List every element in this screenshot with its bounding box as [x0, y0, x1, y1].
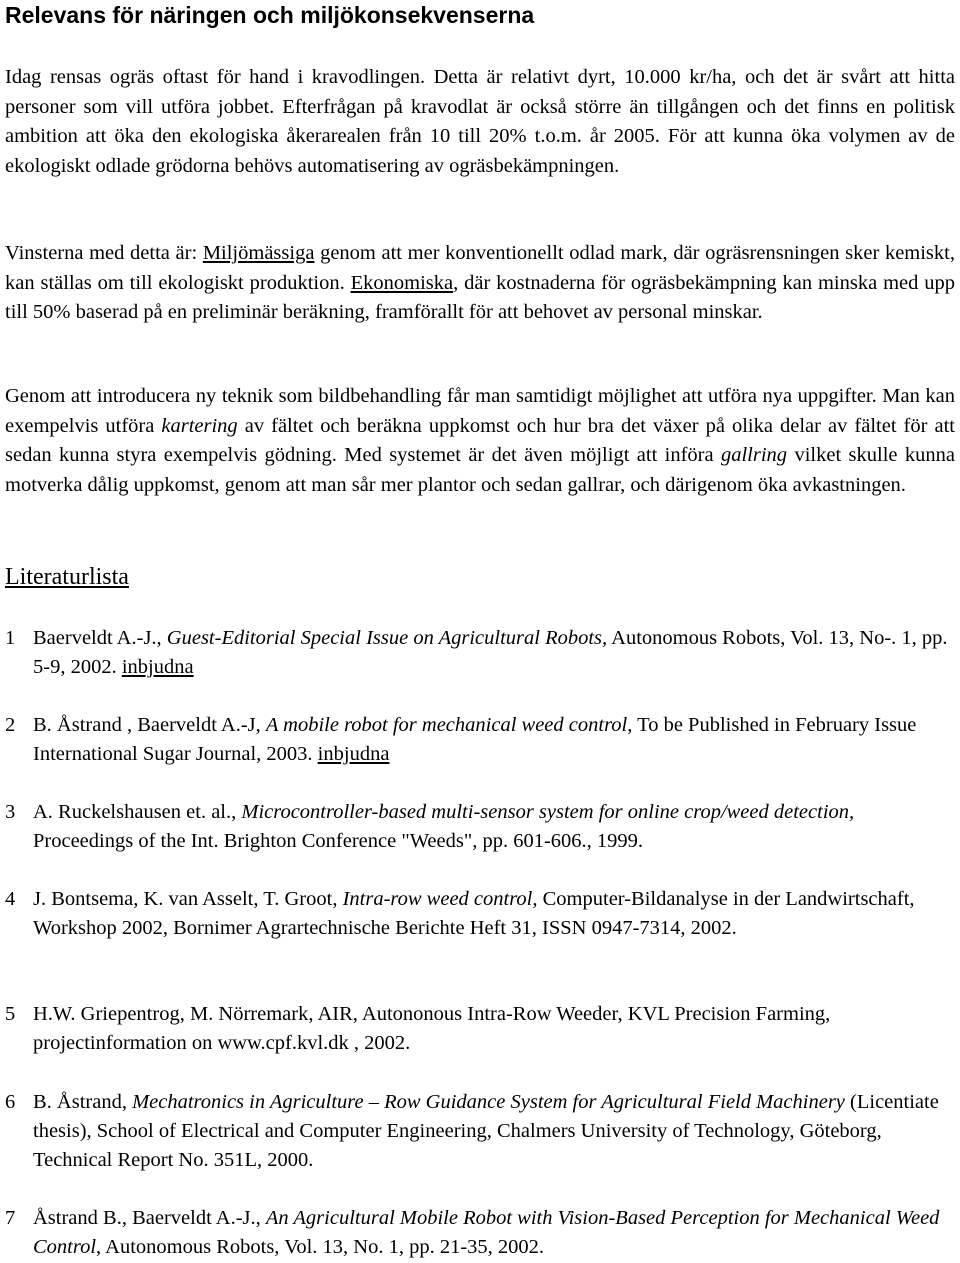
reference-text	[33, 1000, 955, 1058]
paragraph-benefits	[5, 239, 955, 328]
reference-source: Computer-Bildanalyse in der Landwirtschaft, Workshop 2002, Bornimer Agrartechnische Berichte Heft 31, ISSN 0947-7314, 2002.	[33, 888, 915, 939]
reference-item	[5, 711, 955, 769]
reference-title: Guest-Editorial Special Issue on Agricultural Robots,	[166, 627, 608, 649]
reference-item	[5, 1204, 955, 1262]
reference-title: An Agricultural Mobile Robot with Vision-Based Perception for Mechanical Weed Control	[33, 1207, 940, 1258]
text-span: genom att mer konventionellt odlad mark, där ogräsrensningen sker kemiskt, kan ställas om till ekologiskt produktion.	[5, 242, 955, 294]
reference-number: 5	[5, 1003, 16, 1025]
paragraph-costs: Idag rensas ogräs oftast för hand i kravodlingen. Detta är relativt dyrt, 10.000 kr/ha, och det är svårt att hitta personer som vill utföra jobbet. Efterfrågan på kravodlat är också större än tillgången och det finns en politisk ambition att öka den ekologiska åkerarealen från 10 till 20% t.o.m. år 2005. För att kunna öka volymen av de ekologiskt odlade grödorna behövs automatisering av ogräsbekämpningen.	[5, 66, 955, 177]
reference-text	[33, 1088, 955, 1175]
italic-term-mapping: kartering	[161, 414, 238, 437]
reference-source: Proceedings of the Int. Brighton Conference "Weeds", pp. 601-606., 1999.	[33, 830, 644, 852]
reference-number: 1	[5, 627, 16, 649]
reference-number: 7	[5, 1207, 16, 1229]
reference-title: Microcontroller-based multi-sensor system for online crop/weed detection,	[241, 801, 855, 823]
reference-tag: inbjudna	[317, 743, 390, 765]
reference-text	[33, 711, 955, 769]
reference-authors: B. Åstrand,	[33, 1091, 133, 1113]
text-span: Genom att introducera ny teknik som bildbehandling får man samtidigt möjlighet att utföra nya uppgifter. Man kan exempelvis utföra	[5, 385, 955, 437]
reference-item	[5, 885, 955, 943]
reference-source: (Licentiate thesis), School of Electrical and Computer Engineering, Chalmers University of Technology, Göteborg, Technical Report No. 351L, 2000.	[33, 1091, 939, 1171]
reference-tag: inbjudna	[121, 656, 194, 678]
literature-heading: Literaturlista	[5, 564, 129, 590]
reference-title: Intra-row weed control,	[342, 888, 538, 910]
reference-title: Mechatronics in Agriculture – Row Guidance System for Agricultural Field Machinery	[132, 1091, 845, 1113]
reference-number: 6	[5, 1091, 16, 1113]
text-span: av fältet och beräkna uppkomst och hur bra det växer på olika delar av fältet för att sedan kunna styra exempelvis gödning. Med systemet är det även möjligt att införa	[5, 414, 955, 466]
reference-item	[5, 798, 955, 856]
underlined-term-economic: Ekonomiska	[350, 271, 454, 294]
reference-authors: A. Ruckelshausen et. al.,	[33, 801, 242, 823]
reference-item	[5, 1088, 955, 1175]
reference-source: Autonomous Robots, Vol. 13, No-. 1, pp. 5-9, 2002.	[33, 627, 948, 678]
reference-text	[33, 885, 955, 943]
reference-text	[33, 798, 955, 856]
reference-authors: Baerveldt A.-J.,	[33, 627, 167, 649]
section-heading: Relevans för näringen och miljökonsekvenserna	[5, 2, 535, 28]
reference-title: A mobile robot for mechanical weed control	[265, 714, 628, 736]
text-span: vilket skulle kunna motverka dålig uppkomst, genom att man sår mer plantor och sedan gallrar, och därigenom öka avkastningen.	[5, 444, 955, 496]
underlined-term-environmental: Miljömässiga	[202, 242, 315, 264]
italic-term-thinning: gallring	[720, 444, 788, 466]
reference-source: , To be Published in February Issue International Sugar Journal, 2003.	[33, 714, 917, 765]
text-span: Vinsterna med detta är:	[5, 242, 203, 264]
reference-text	[33, 1204, 955, 1262]
reference-number: 2	[5, 714, 16, 736]
reference-source: , Autonomous Robots, Vol. 13, No. 1, pp. 21-35, 2002.	[96, 1236, 545, 1258]
reference-authors: Åstrand B., Baerveldt A.-J.,	[33, 1207, 266, 1229]
reference-authors: J. Bontsema, K. van Asselt, T. Groot,	[33, 888, 343, 910]
reference-authors: H.W. Griepentrog, M. Nörremark, AIR, Autononous Intra-Row Weeder, KVL Precision Farming, projectinformation on www.cpf.kvl.dk , 2002.	[33, 1003, 831, 1054]
reference-number: 4	[5, 888, 16, 910]
reference-text	[33, 624, 955, 682]
reference-item	[5, 624, 955, 682]
reference-number: 3	[5, 801, 16, 823]
text-span: , där kostnaderna för ogräsbekämpning kan minska med upp till 50% baserad på en preliminär beräkning, framförallt för att behovet av personal minskar.	[5, 271, 955, 323]
reference-item	[5, 1000, 955, 1058]
reference-authors: B. Åstrand , Baerveldt A.-J,	[33, 714, 266, 736]
paragraph-new-tasks	[5, 382, 955, 500]
